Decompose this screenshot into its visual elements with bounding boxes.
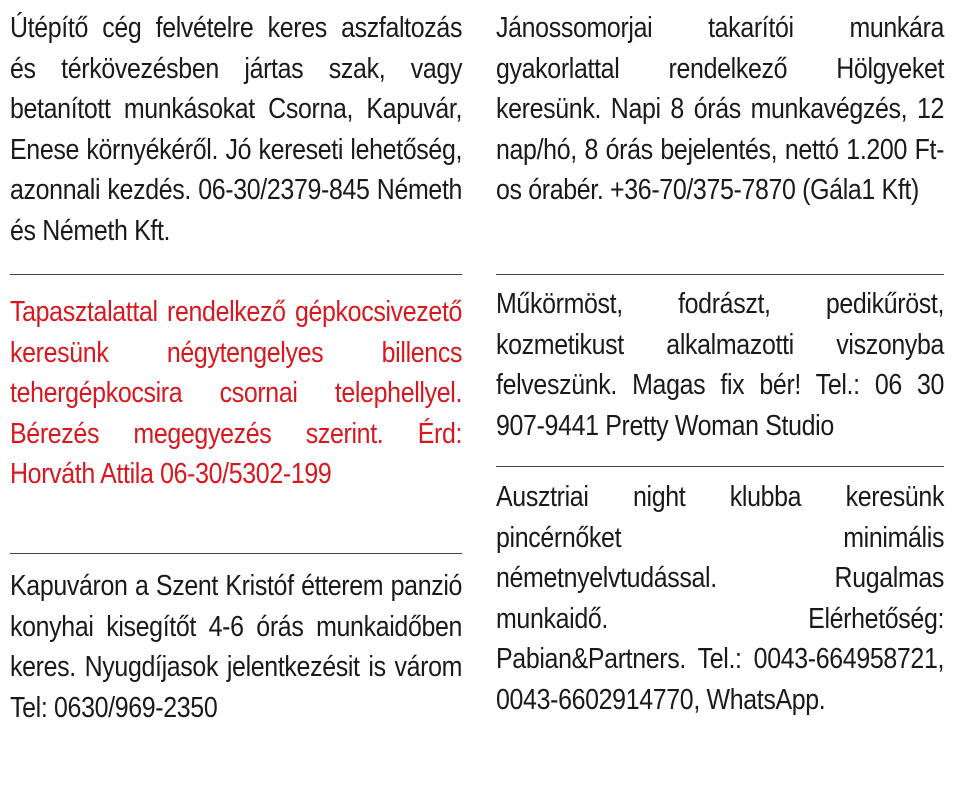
classified-ad-beauty-salon: Műkörmöst, fodrászt, pedikűröst, kozmetikust alkalmazotti viszonyba felveszünk. Magas fix bér! Tel.: 06 30 907-9441 Pretty Woman Studio	[496, 288, 945, 442]
ad-divider	[10, 553, 462, 554]
classified-ad-cleaning-job: Jánossomorjai takarítói munkára gyakorlattal rendelkező Hölgyeket keresünk. Napi 8 órás munkavégzés, 12 nap/hó, 8 órás bejelentés, nettó 1.200 Ft-os órabér. +36-70/375-7870 (Gála1 Kft)	[496, 12, 945, 206]
ad-divider	[10, 274, 462, 275]
classified-ad-truck-driver: Tapasztalattal rendelkező gépkocsivezető keresünk négytengelyes billencs tehergépkocsira csornai telephellyel. Bérezés megegyezés szerint. Érd: Horváth Attila 06-30/5302-199	[10, 296, 463, 490]
classified-ad-night-club: Ausztriai night klubba keresünk pincérnőket minimális németnyelvtudással. Rugalmas munkaidő. Elérhetőség: Pabian&Partners. Tel.: 0043-664958721, 0043-6602914770, WhatsApp.	[496, 481, 945, 716]
ad-divider	[496, 274, 944, 275]
ad-divider	[496, 466, 944, 467]
classified-ad-restaurant-helper: Kapuváron a Szent Kristóf étterem panzió konyhai kisegítőt 4-6 órás munkaidőben keres. Nyugdíjasok jelentkezésit is várom Tel: 0630/969-2350	[10, 570, 463, 724]
classified-ad-road-construction: Útépítő cég felvételre keres aszfaltozás és térkövezésben jártas szak, vagy betanított munkásokat Csorna, Kapuvár, Enese környékéről. Jó kereseti lehetőség, azonnali kezdés. 06-30/2379-845 Németh és Németh Kft.	[10, 12, 463, 247]
